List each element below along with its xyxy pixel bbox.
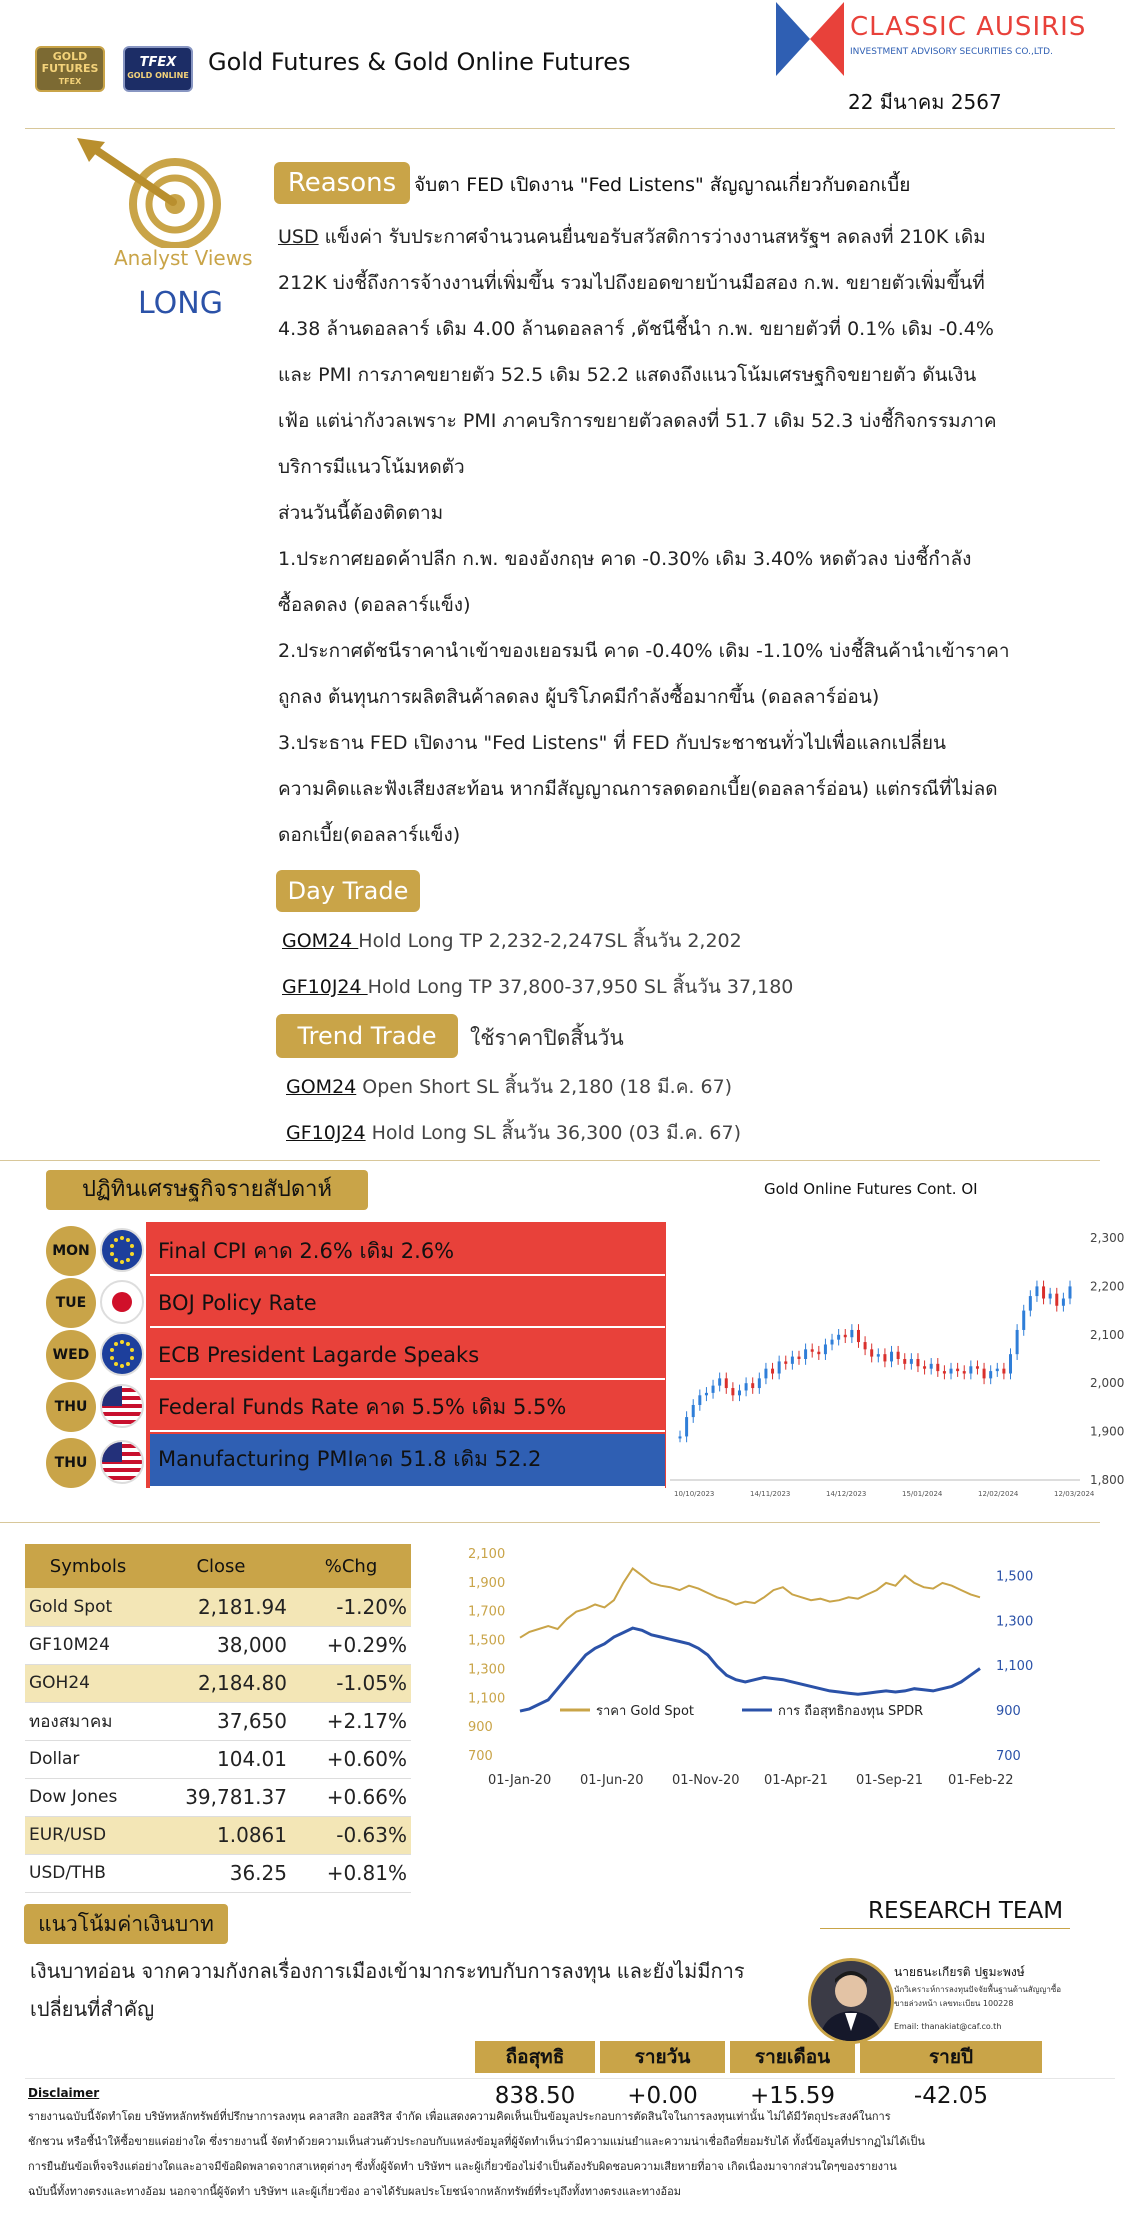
day-badge: TUE [46,1278,96,1328]
stat-value: +15.59 [749,2083,836,2109]
symbols-table [25,1544,411,1893]
trend-trade-item: GF10J24 Hold Long SL สิ้นวัน 36,300 (03 มี.ค. 67) [286,1122,742,1144]
stat-header: รายเดือน [730,2041,855,2073]
candle-body [1002,1369,1005,1374]
y-tick-label: 1,800 [1090,1473,1125,1487]
gold-futures-logo: GOLD FUTURES TFEX [35,46,105,92]
page-title: Gold Futures & Gold Online Futures [208,48,631,76]
econ-event: ECB President Lagarde Speaks [150,1330,665,1380]
x-tick-label: 12/03/2024 [1054,1490,1095,1498]
candle-body [943,1371,946,1373]
reasons-line: ซื้อลดลง (ดอลลาร์แข็ง) [278,594,471,616]
reasons-headline: จับตา FED เปิดงาน "Fed Listens" สัญญาณเกี่ยวกับดอกเบี้ย [414,174,911,196]
candle-body [857,1330,860,1342]
x-tick-label: 01-Apr-21 [764,1773,828,1788]
y-tick-label: 2,300 [1090,1231,1125,1245]
reasons-line: 1.ประกาศยอดค้าปลีก ก.พ. ของอังกฤษ คาด -0.30% เดิม 3.40% หดตัวลง บ่งชี้กำลัง [278,548,972,570]
day-badge: MON [46,1226,96,1276]
analyst-role: ขายล่วงหน้า เลขทะเบียน 100228 [894,1999,1014,2008]
trend-trade-item: GOM24 Open Short SL สิ้นวัน 2,180 (18 มี.ค. 67) [286,1076,733,1098]
stat-value: 838.50 [494,2083,576,2109]
left-tick-label: 1,300 [468,1662,506,1678]
analyst-avatar [808,1958,894,2044]
right-tick-label: 1,500 [996,1569,1034,1585]
x-tick-label: 01-Feb-22 [948,1773,1014,1788]
oi-chart-title: Gold Online Futures Cont. OI [764,1180,978,1198]
y-tick-label: 1,900 [1090,1424,1125,1439]
us-flag-icon [100,1440,144,1484]
x-tick-label: 01-Jan-20 [488,1773,552,1788]
candle-body [1049,1294,1052,1299]
baht-title: แนวโน้มค่าเงินบาท [24,1904,228,1944]
candle-body [791,1357,794,1364]
candle-body [996,1369,999,1371]
stat-header: รายปี [860,2041,1042,2073]
left-tick-label: 700 [468,1749,493,1764]
section-divider [0,1160,1100,1161]
y-tick-label: 2,000 [1090,1376,1125,1391]
candle-body [864,1342,867,1349]
day-trade-chip: Day Trade [276,870,420,912]
candle-body [705,1393,708,1395]
candle-body [916,1359,919,1366]
candle-body [1069,1286,1072,1298]
analyst-email: Email: thanakiat@caf.co.th [894,2022,1002,2031]
candle-body [1042,1286,1045,1298]
day-badge: WED [46,1330,96,1380]
candle-body [963,1371,966,1373]
candle-body [725,1378,728,1388]
gold-spdr-chart [460,1530,1060,1792]
day-badge: THU [46,1382,96,1432]
disclaimer-title: Disclaimer [28,2086,100,2100]
candle-body [751,1383,754,1388]
candle-body [897,1352,900,1359]
table-row: GF10M24 38,000 +0.29% [25,1626,411,1664]
x-tick-label: 14/11/2023 [750,1490,791,1498]
reasons-line: ความคิดและฟังเสียงสะท้อน หากมีสัญญาณการลดดอกเบี้ย(ดอลลาร์อ่อน) แต่กรณีที่ไม่ลด [278,778,998,800]
reasons-chip: Reasons [274,162,410,204]
reasons-line: 212K บ่งชี้ถึงการจ้างงานที่เพิ่มขึ้น รวมไปถึงยอดขายบ้านมือสอง ก.พ. ขยายตัวเพิ่มขึ้นที่ [278,272,985,294]
table-header: %Chg [291,1544,411,1588]
candle-body [969,1366,972,1373]
candle-body [877,1354,880,1356]
candle-body [883,1354,886,1361]
analyst-role: นักวิเคราะห์การลงทุนปัจจัยพื้นฐานด้านสัญญาซื้อ [894,1985,1062,1994]
candle-body [837,1335,840,1340]
left-tick-label: 1,700 [468,1604,506,1620]
candle-body [870,1349,873,1356]
reasons-line: ส่วนวันนี้ต้องติดตาม [278,502,444,524]
candle-body [738,1390,741,1395]
legend-label-spdr: การ ถือสุทธิกองทุน SPDR [778,1704,924,1719]
candle-body [1016,1330,1019,1354]
candle-body [679,1436,682,1438]
table-row: EUR/USD 1.0861 -0.63% [25,1816,411,1854]
disclaimer-body: รายงานฉบับนี้จัดทำโดย บริษัทหลักทรัพย์ที่ปรึกษาการลงทุน คลาสสิก ออสสิริส จำกัด เพื่อแสดงความคิดเห็นเป็นข้อมูลประกอบการตัดสินใจในการลงทุนเท่านั้น ไม่ได้มีวัตถุประสงค์ในการ ชักชวน หรือชี้นำให้ซื้อขายแต่อย่างใด ซึ่งรายงานนี้ จัดทำด้วยความเห็นส่วนตัวประกอบกับแหล่งข้อมูลที่ผู้จัดทำเห็นว่ามีความแม่นยำและความน่าเชื่อถือที่ยอมรับได้ ทั้งนี้ข้อมูลที่ปรากฏไม่ได้เป็น การยืนยันข้อเท็จจริงแต่อย่างใดและอาจมีข้อผิดพลาดจากสาเหตุต่างๆ ซึ่งทั้งผู้จัดทำ บริษัทฯ และผู้เกี่ยวข้องไม่จำเป็นต้องรับผิดชอบความเสียหายที่อาจ เกิดเนื่องมาจากส่วนใดๆของรายงาน ฉบับนี้ทั้งทางตรงและทางอ้อม นอกจากนี้ผู้จัดทำ บริษัทฯ และผู้เกี่ยวข้อง อาจได้รับผลประโยชน์จากหลักทรัพย์ที่ระบุถึงทั้งทางตรงและทางอ้อม [28,2110,925,2198]
target-arrow-icon [75,138,225,248]
analyst-name: นายธนะเกียรติ ปฐมะพงษ์ [894,1965,1025,1979]
jp-flag-icon [100,1280,144,1324]
report-date: 22 มีนาคม 2567 [848,90,1002,114]
right-tick-label: 900 [996,1704,1021,1720]
candle-body [936,1364,939,1371]
oi-chart [660,1210,1130,1500]
analyst-views-label: Analyst Views [114,246,253,270]
candle-body [718,1378,721,1385]
candle-body [923,1366,926,1368]
day-trade-item: GF10J24 Hold Long TP 37,800-37,950 SL สิ้นวัน 37,180 [282,976,794,998]
candle-body [764,1369,767,1379]
day-badge: THU [46,1438,96,1488]
reasons-line: ถูกลง ต้นทุนการผลิตสินค้าลดลง ผู้บริโภคมีกำลังซื้อมากขึ้น (ดอลลาร์อ่อน) [278,686,880,708]
reasons-line: 4.38 ล้านดอลลาร์ เดิม 4.00 ล้านดอลลาร์ ,ดัชนีชี้นำ ก.พ. ขยายตัวที่ 0.1% เดิม -0.4% [278,318,994,340]
us-flag-icon [100,1384,144,1428]
trend-trade-note: ใช้ราคาปิดสิ้นวัน [470,1026,624,1050]
left-tick-label: 900 [468,1720,493,1736]
left-tick-label: 1,900 [468,1575,506,1591]
candle-body [950,1369,953,1374]
position-label: LONG [138,286,223,321]
candle-body [976,1366,979,1368]
reasons-line: และ PMI การภาคขยายตัว 52.5 เดิม 52.2 แสดงถึงแนวโน้มเศรษฐกิจขยายตัว ดันเงิน [278,364,977,386]
stat-value: -42.05 [913,2083,989,2109]
day-trade-item: GOM24 Hold Long TP 2,232-2,247SL สิ้นวัน 2,202 [282,930,742,952]
candle-body [1009,1354,1012,1373]
brand-name: CLASSIC AUSIRIS [850,12,1087,42]
table-row: Dollar 104.01 +0.60% [25,1740,411,1778]
candle-body [784,1361,787,1363]
candle-body [1062,1299,1065,1306]
y-tick-label: 2,100 [1090,1327,1125,1342]
table-header: Symbols [25,1544,151,1588]
candle-body [745,1383,748,1390]
econ-event: Final CPI คาด 2.6% เดิม 2.6% [150,1226,665,1276]
brand-subtitle: INVESTMENT ADVISORY SECURITIES CO.,LTD. [850,47,1053,57]
candle-body [890,1352,893,1362]
x-tick-label: 01-Nov-20 [672,1773,740,1788]
trend-trade-chip: Trend Trade [276,1014,458,1058]
left-tick-label: 1,500 [468,1633,506,1649]
candle-body [758,1378,761,1388]
econ-event: BOJ Policy Rate [150,1278,665,1328]
table-row: GOH24 2,184.80 -1.05% [25,1664,411,1702]
candle-body [804,1349,807,1359]
baht-text: เงินบาทอ่อน จากความกังกลเรื่องการเมืองเข้ามากระทบกับการลงทุน และยังไม่มีการ เปลี่ยนที่สำคัญ [30,1959,745,2021]
table-header-row [25,1544,411,1588]
candle-body [811,1349,814,1351]
y-tick-label: 2,200 [1090,1279,1125,1294]
candle-body [910,1359,913,1364]
reasons-line: 3.ประธาน FED เปิดงาน "Fed Listens" ที่ FED กับประชาชนทั่วไปเพื่อแลกเปลี่ยน [278,732,947,754]
candle-body [771,1369,774,1374]
candle-body [989,1371,992,1378]
candle-body [712,1386,715,1393]
candle-body [831,1340,834,1345]
tfex-logo: TFEX GOLD ONLINE [123,46,193,92]
reasons-line: เฟ้อ แต่น่ากังวลเพราะ PMI ภาคบริการขยายตัวลดลงที่ 51.7 เดิม 52.3 บ่งชี้กิจกรรมภาค [278,410,997,432]
research-team-title: RESEARCH TEAM [868,1898,1064,1924]
econ-event: Federal Funds Rate คาด 5.5% เดิม 5.5% [150,1382,665,1432]
candle-body [824,1344,827,1354]
classic-ausiris-logo-icon [776,2,844,76]
reasons-body [278,214,1118,858]
candle-body [956,1369,959,1371]
candle-body [692,1405,695,1417]
research-divider [820,1928,1070,1929]
candle-body [1022,1311,1025,1330]
candle-body [903,1359,906,1364]
section-divider [0,1522,1100,1523]
x-tick-label: 01-Jun-20 [580,1773,644,1788]
candle-body [778,1361,781,1373]
stat-header: รายวัน [600,2041,725,2073]
candle-body [1029,1296,1032,1311]
header-divider [25,128,1115,129]
stat-header: ถือสุทธิ [475,2041,595,2073]
left-tick-label: 1,100 [468,1691,506,1707]
left-tick-label: 2,100 [468,1547,506,1562]
reasons-line: ดอกเบี้ย(ดอลลาร์แข็ง) [278,824,461,846]
table-row: Gold Spot 2,181.94 -1.20% [25,1588,411,1626]
table-row: ทองสมาคม 37,650 +2.17% [25,1702,411,1740]
x-tick-label: 12/02/2024 [978,1490,1019,1498]
candle-body [983,1369,986,1379]
spdr-holdings-line [520,1628,980,1711]
eu-flag-icon [100,1332,144,1376]
gold-spot-line [520,1568,980,1637]
econ-event: Manufacturing PMIคาด 51.8 เดิม 52.2 [150,1434,665,1488]
candle-body [817,1352,820,1354]
candle-body [797,1357,800,1359]
table-header: Close [151,1544,291,1588]
candle-body [1035,1286,1038,1296]
candle-body [685,1417,688,1436]
candle-body [850,1330,853,1337]
candle-body [698,1395,701,1405]
table-row: USD/THB 36.25 +0.81% [25,1854,411,1892]
reasons-line: บริการมีแนวโน้มหดตัว [278,456,465,478]
legend-label-gold: ราคา Gold Spot [596,1704,694,1719]
footer-divider [25,2078,1115,2079]
reasons-line: USD แข็งค่า รับประกาศจำนวนคนยื่นขอรับสวัสดิการว่างงานสหรัฐฯ ลดลงที่ 210K เดิม [278,226,986,248]
candle-body [1055,1294,1058,1306]
x-tick-label: 10/10/2023 [674,1490,715,1498]
stat-value: +0.00 [627,2083,698,2109]
econ-calendar-title: ปฏิทินเศรษฐกิจรายสัปดาห์ [46,1170,368,1210]
table-row: Dow Jones 39,781.37 +0.66% [25,1778,411,1816]
x-tick-label: 01-Sep-21 [856,1773,923,1788]
candle-body [844,1335,847,1337]
x-tick-label: 14/12/2023 [826,1490,867,1498]
reasons-line: 2.ประกาศดัชนีราคานำเข้าของเยอรมนี คาด -0.40% เดิม -1.10% บ่งชี้สินค้านำเข้าราคา [278,640,1010,662]
candle-body [731,1388,734,1395]
right-tick-label: 1,300 [996,1614,1034,1630]
x-tick-label: 15/01/2024 [902,1490,943,1498]
right-tick-label: 1,100 [996,1659,1034,1675]
eu-flag-icon [100,1228,144,1272]
right-tick-label: 700 [996,1749,1021,1764]
candle-body [930,1364,933,1369]
